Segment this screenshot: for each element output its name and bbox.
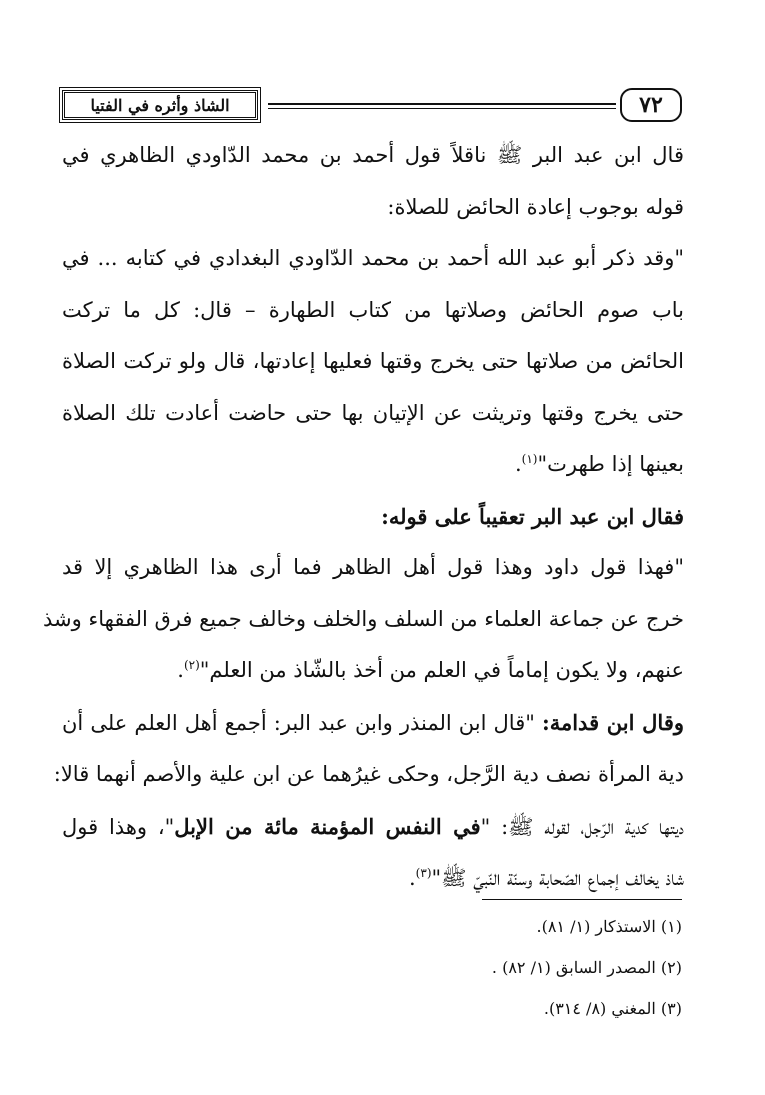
text-segment: شاذ يخالف إجماع الصّحابة وسنّة النّبيّ ﷺ" — [431, 866, 684, 890]
footnote: (٣) المغني (٨/ ٣١٤). — [543, 999, 682, 1018]
text-segment: وقال ابن قدامة: — [541, 709, 684, 735]
text-line: "وقد ذكر أبو عبد الله أحمد بن محمد الدّاودي البغدادي في كتابه ... في — [62, 246, 684, 270]
text-line — [62, 439, 684, 491]
text-line: فقال ابن عبد البر تعقيباً على قوله: — [381, 503, 684, 529]
text-segment: "قال ابن المنذر وابن عبد البر: أجمع أهل العلم على أن — [62, 710, 542, 735]
footnote-ref: (٣) — [415, 866, 432, 880]
text-segment: . — [177, 658, 184, 682]
main-text — [42, 130, 684, 905]
footnote-divider — [482, 899, 682, 900]
running-title: الشاذ وأثره في الفتيا — [62, 90, 258, 120]
text-segment: "، وهذا قول — [62, 814, 175, 839]
text-line: باب صوم الحائض وصلاتها من كتاب الطهارة – قال: كل ما تركت — [62, 297, 684, 322]
header-rule — [268, 103, 616, 105]
footnote: (٢) المصدر السابق (١/ ٨٢) . — [491, 958, 682, 977]
footnotes — [62, 906, 682, 1029]
hadith-quote: في النفس المؤمنة مائة من الإبل — [174, 813, 481, 839]
text-line: دية المرأة نصف دية الرَّجل، وحكى غيرُهما عن ابن علية والأصم أنهما قالا: — [53, 762, 684, 786]
text-line: حتى يخرج وقتها وتريثت عن الإتيان بها حتى حاضت أعادت تلك الصلاة — [62, 400, 684, 425]
paragraph-3 — [62, 491, 684, 543]
paragraph-5 — [53, 697, 684, 905]
footnote: (١) الاستذكار (١/ ٨١). — [536, 917, 682, 936]
page-header — [62, 88, 684, 128]
text-line: قال ابن عبد البر ﷺ ناقلاً قول أحمد بن محمد الدّاودي الظاهري في — [62, 143, 684, 167]
paragraph-1 — [62, 130, 684, 233]
text-line: "فهذا قول داود وهذا قول أهل الظاهر فما أرى هذا الظاهري إلا قد — [62, 555, 684, 579]
footnote-ref: (١) — [521, 452, 538, 466]
page-number: ٧٢ — [620, 88, 682, 122]
text-line — [62, 697, 684, 750]
text-segment: بعينها إذا طهرت" — [537, 452, 684, 476]
text-line — [62, 645, 684, 697]
text-segment: . — [514, 452, 522, 476]
text-segment: عنهم، ولا يكون إماماً في العلم من أخذ بالشّاذ من العلم" — [199, 658, 684, 682]
text-line: خرج عن جماعة العلماء من السلف والخلف وخالف جميع فرق الفقهاء وشذ — [42, 606, 684, 631]
footnote-ref: (٢) — [183, 658, 200, 672]
text-line: الحائض من صلاتها حتى يخرج وقتها فعليها إعادتها، قال ولو تركت الصلاة — [62, 349, 684, 373]
text-segment: ديتها كدية الرّجل، لقوله ﷺ: " — [480, 814, 684, 839]
text-line: قوله بوجوب إعادة الحائض للصلاة: — [387, 194, 684, 219]
text-segment: . — [408, 866, 416, 890]
text-line — [62, 853, 684, 905]
text-line — [62, 801, 684, 854]
paragraph-4 — [42, 542, 684, 697]
paragraph-2 — [62, 233, 684, 491]
